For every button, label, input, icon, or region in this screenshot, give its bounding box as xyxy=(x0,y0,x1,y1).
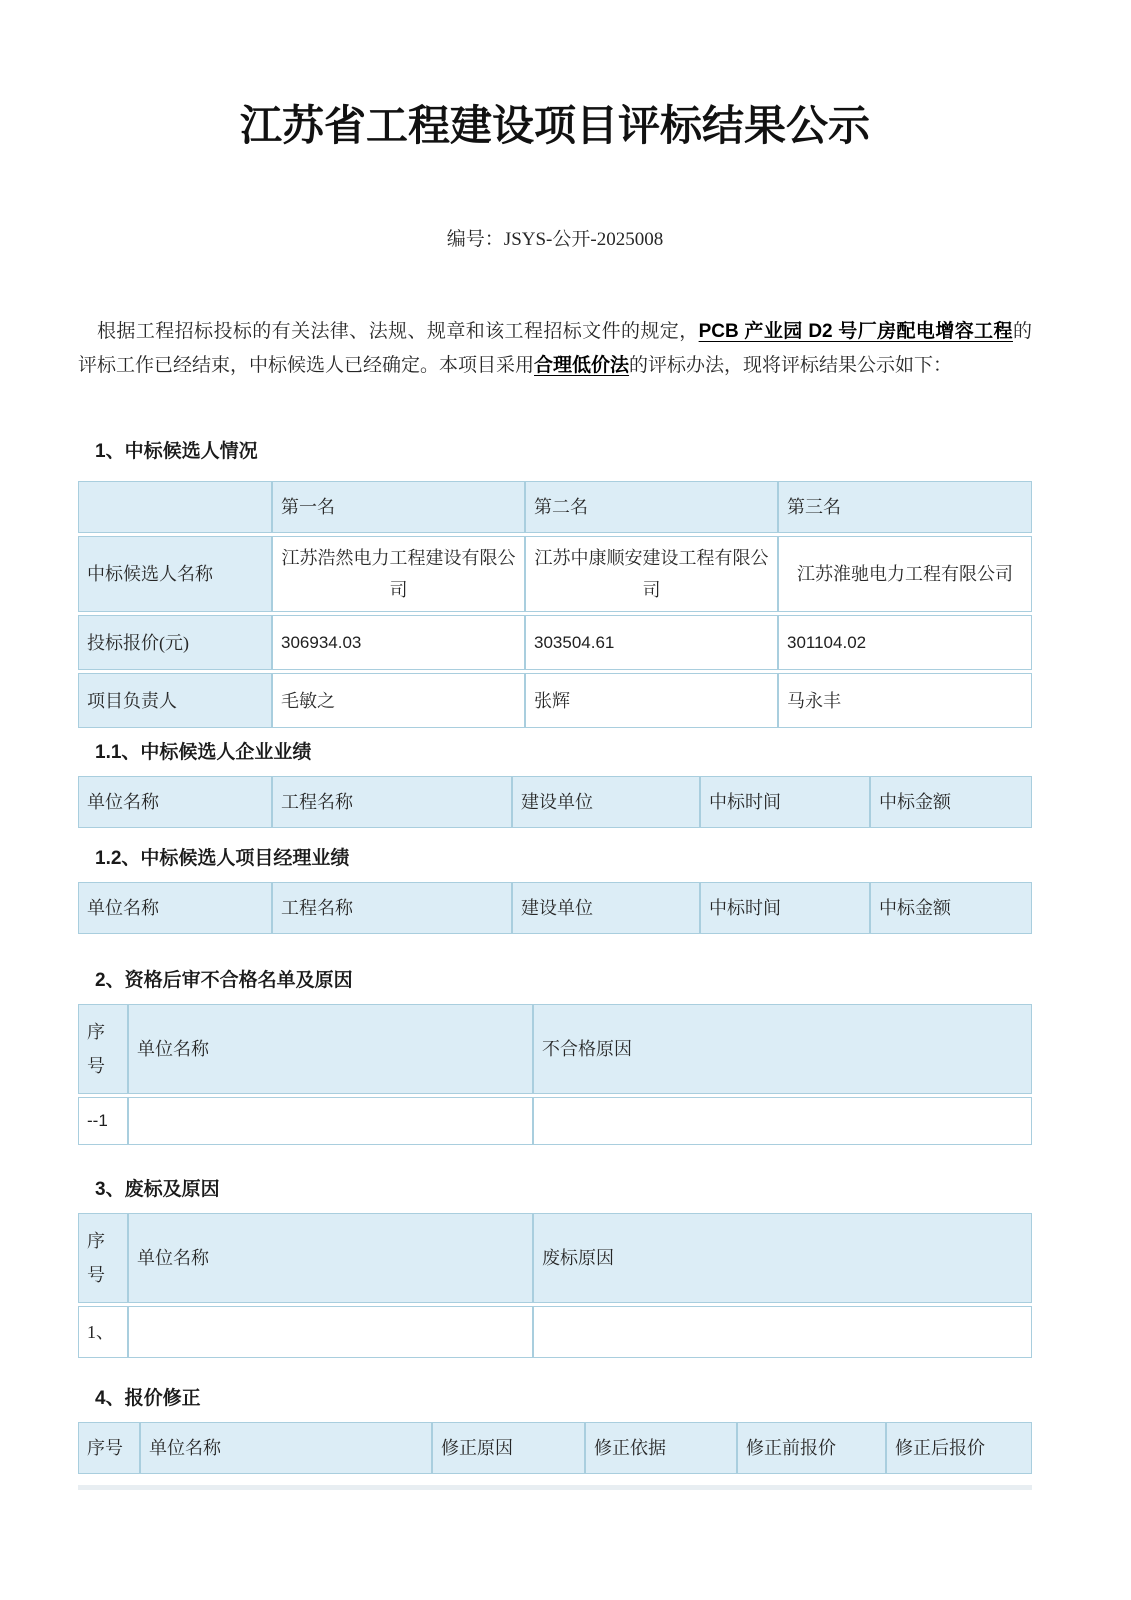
price-correction-table xyxy=(78,1419,1032,1477)
intro-text-2: 的评标工作已经结束，中标候选人已经确定。本项目采用 xyxy=(78,321,1032,376)
manager-1: 毛敏之 xyxy=(272,673,525,728)
bid-2: 303504.61 xyxy=(525,615,778,670)
bid-3: 301104.02 xyxy=(778,615,1032,670)
candidates-table xyxy=(78,478,1032,731)
table-header-row xyxy=(78,1422,1032,1474)
unit-name-cell xyxy=(128,1097,533,1145)
row-label: 项目负责人 xyxy=(78,673,272,728)
col-unit-name: 单位名称 xyxy=(140,1422,432,1474)
unit-name-cell xyxy=(128,1306,533,1358)
col-win-amount: 中标金额 xyxy=(870,776,1032,828)
candidate-name-row xyxy=(78,536,1032,612)
seq-cell: 1、 xyxy=(78,1306,128,1358)
col-build-unit: 建设单位 xyxy=(512,776,700,828)
table-row xyxy=(78,1097,1032,1145)
section-2-heading: 2、资格后审不合格名单及原因 xyxy=(95,970,353,991)
corner-cell xyxy=(78,481,272,533)
section-1-1-heading: 1.1、中标候选人企业业绩 xyxy=(95,742,312,763)
table-header-row xyxy=(78,1004,1032,1094)
table-header-row xyxy=(78,776,1032,828)
manager-2: 张辉 xyxy=(525,673,778,728)
company-performance-table xyxy=(78,773,1032,831)
rank-1-header: 第一名 xyxy=(272,481,525,533)
reason-cell xyxy=(533,1097,1032,1145)
project-name: PCB 产业园 D2 号厂房配电增容工程 xyxy=(698,321,1013,342)
intro-text-1: 根据工程招标投标的有关法律、法规、规章和该工程招标文件的规定， xyxy=(97,321,699,342)
col-price-before: 修正前报价 xyxy=(737,1422,886,1474)
col-correct-reason: 修正原因 xyxy=(432,1422,585,1474)
rank-2-header: 第二名 xyxy=(525,481,778,533)
page-title: 江苏省工程建设项目评标结果公示 xyxy=(239,104,870,150)
section-4-heading: 4、报价修正 xyxy=(95,1388,201,1409)
reason-cell xyxy=(533,1306,1032,1358)
col-price-after: 修正后报价 xyxy=(886,1422,1032,1474)
doc-number: 编号：JSYS-公开-2025008 xyxy=(446,229,664,250)
col-win-time: 中标时间 xyxy=(700,882,870,934)
col-win-time: 中标时间 xyxy=(700,776,870,828)
rank-3-header: 第三名 xyxy=(778,481,1032,533)
table-row xyxy=(78,1306,1032,1358)
table-header-row xyxy=(78,882,1032,934)
unqualified-table xyxy=(78,1001,1032,1148)
table-header-row xyxy=(78,1213,1032,1303)
col-unit-name: 单位名称 xyxy=(128,1004,533,1094)
rejected-bids-table xyxy=(78,1210,1032,1361)
seq-cell: --1 xyxy=(78,1097,128,1145)
candidate-1: 江苏浩然电力工程建设有限公司 xyxy=(272,536,525,612)
evaluation-method: 合理低价法 xyxy=(534,355,630,376)
col-build-unit: 建设单位 xyxy=(512,882,700,934)
next-row-sliver xyxy=(78,1485,1032,1490)
col-unit-name: 单位名称 xyxy=(78,776,272,828)
col-unit-name: 单位名称 xyxy=(78,882,272,934)
col-correct-basis: 修正依据 xyxy=(585,1422,737,1474)
col-unit-name: 单位名称 xyxy=(128,1213,533,1303)
bid-1: 306934.03 xyxy=(272,615,525,670)
row-label: 中标候选人名称 xyxy=(78,536,272,612)
manager-performance-table xyxy=(78,879,1032,937)
row-label: 投标报价(元) xyxy=(78,615,272,670)
col-reason: 废标原因 xyxy=(533,1213,1032,1303)
bid-price-row xyxy=(78,615,1032,670)
col-seq: 序号 xyxy=(78,1213,128,1303)
col-project-name: 工程名称 xyxy=(272,776,512,828)
section-1-heading: 1、中标候选人情况 xyxy=(95,441,258,462)
intro-text-3: 的评标办法，现将评标结果公示如下： xyxy=(629,355,953,376)
intro-paragraph xyxy=(78,315,1032,383)
col-seq: 序号 xyxy=(78,1004,128,1094)
col-reason: 不合格原因 xyxy=(533,1004,1032,1094)
section-3-heading: 3、废标及原因 xyxy=(95,1179,220,1200)
section-1-2-heading: 1.2、中标候选人项目经理业绩 xyxy=(95,848,350,869)
project-manager-row xyxy=(78,673,1032,728)
candidate-2: 江苏中康顺安建设工程有限公司 xyxy=(525,536,778,612)
col-project-name: 工程名称 xyxy=(272,882,512,934)
candidate-3: 江苏淮驰电力工程有限公司 xyxy=(778,536,1032,612)
table-header-row xyxy=(78,481,1032,533)
col-win-amount: 中标金额 xyxy=(870,882,1032,934)
manager-3: 马永丰 xyxy=(778,673,1032,728)
col-seq: 序号 xyxy=(78,1422,140,1474)
